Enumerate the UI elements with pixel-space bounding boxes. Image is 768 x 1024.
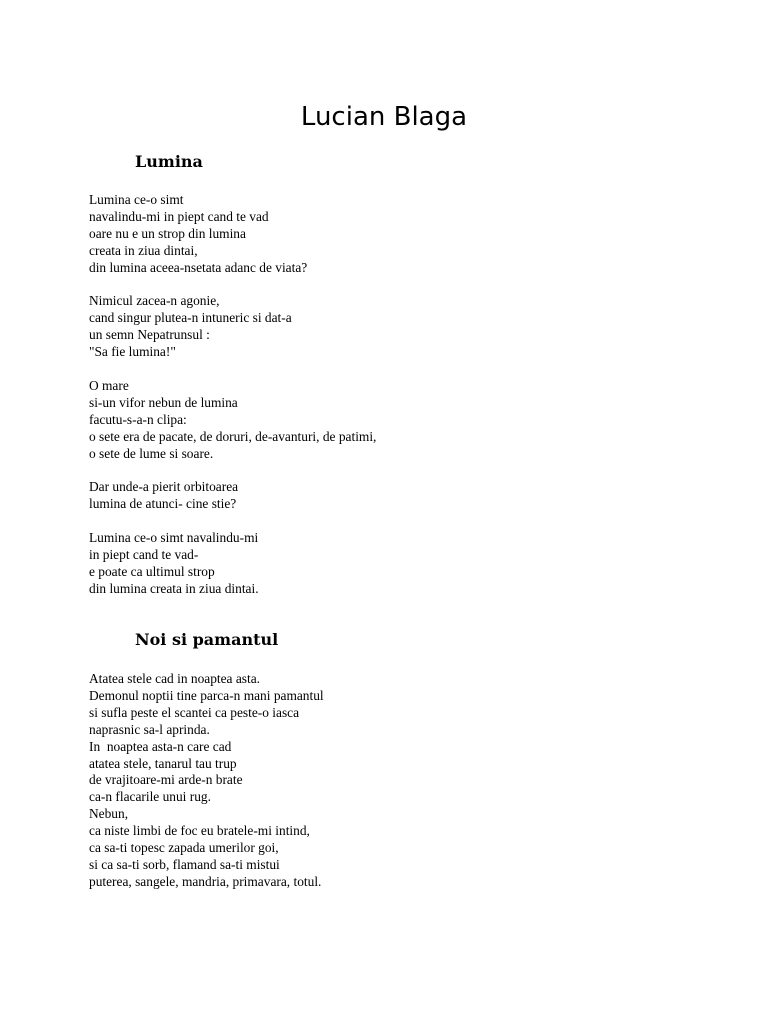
poem-title-lumina: Lumina	[135, 152, 203, 171]
poem-line: e poate ca ultimul strop	[89, 563, 215, 579]
stanza	[89, 378, 376, 463]
poem-line: In noaptea asta-n care cad	[89, 738, 232, 754]
poem-line: un semn Nepatrunsul :	[89, 327, 210, 343]
poem-line: puterea, sangele, mandria, primavara, totul.	[89, 873, 322, 889]
poem-line: si sufla peste el scantei ca peste-o iasca	[89, 704, 300, 720]
poem-line: creata in ziua dintai,	[89, 242, 198, 258]
poem-line: facutu-s-a-n clipa:	[89, 411, 187, 427]
poem-line: si-un vifor nebun de lumina	[89, 394, 238, 410]
author-heading: Lucian Blaga	[300, 102, 468, 132]
poem-line: din lumina creata in ziua dintai.	[89, 580, 259, 596]
poem-line: oare nu e un strop din lumina	[89, 225, 246, 241]
poem-line: in piept cand te vad-	[89, 546, 199, 562]
poem-line: ca-n flacarile unui rug.	[89, 789, 211, 805]
stanza	[89, 192, 376, 277]
stanza	[89, 479, 376, 513]
poem-line: lumina de atunci- cine stie?	[89, 496, 237, 512]
poem-line: "Sa fie lumina!"	[89, 344, 176, 360]
poem-line: Nimicul zacea-n agonie,	[89, 293, 220, 309]
stanza	[89, 530, 376, 598]
poem-body-lumina	[89, 192, 376, 598]
poem-line: ca niste limbi de foc eu bratele-mi intind,	[89, 823, 310, 839]
poem-line: o sete de lume si soare.	[89, 445, 214, 461]
poem-line: Lumina ce-o simt navalindu-mi	[89, 530, 259, 546]
poem-line: Lumina ce-o simt	[89, 192, 184, 207]
poem-title-noi-si-pamantul: Noi si pamantul	[135, 630, 279, 649]
poem-line: si ca sa-ti sorb, flamand sa-ti mistui	[89, 856, 280, 872]
poem-line: atatea stele, tanarul tau trup	[89, 755, 237, 771]
poem-line: o sete era de pacate, de doruri, de-avanturi, de patimi,	[89, 428, 377, 444]
poem-body-noi-si-pamantul	[89, 671, 324, 891]
stanza	[89, 671, 324, 891]
poem-line: Demonul noptii tine parca-n mani pamantul	[89, 687, 324, 703]
stanza	[89, 293, 376, 361]
poem-line: de vrajitoare-mi arde-n brate	[89, 772, 243, 788]
poem-line: ca sa-ti topesc zapada umerilor goi,	[89, 840, 279, 856]
poem-line: naprasnic sa-l aprinda.	[89, 721, 210, 737]
poem-line: Dar unde-a pierit orbitoarea	[89, 479, 239, 495]
poem-line: Atatea stele cad in noaptea asta.	[89, 671, 261, 686]
poem-line: navalindu-mi in piept cand te vad	[89, 208, 269, 224]
poem-line: O mare	[89, 377, 129, 393]
poem-line: din lumina aceea-nsetata adanc de viata?	[89, 259, 308, 275]
poem-line: Nebun,	[89, 806, 129, 822]
poem-line: cand singur plutea-n intuneric si dat-a	[89, 310, 292, 326]
